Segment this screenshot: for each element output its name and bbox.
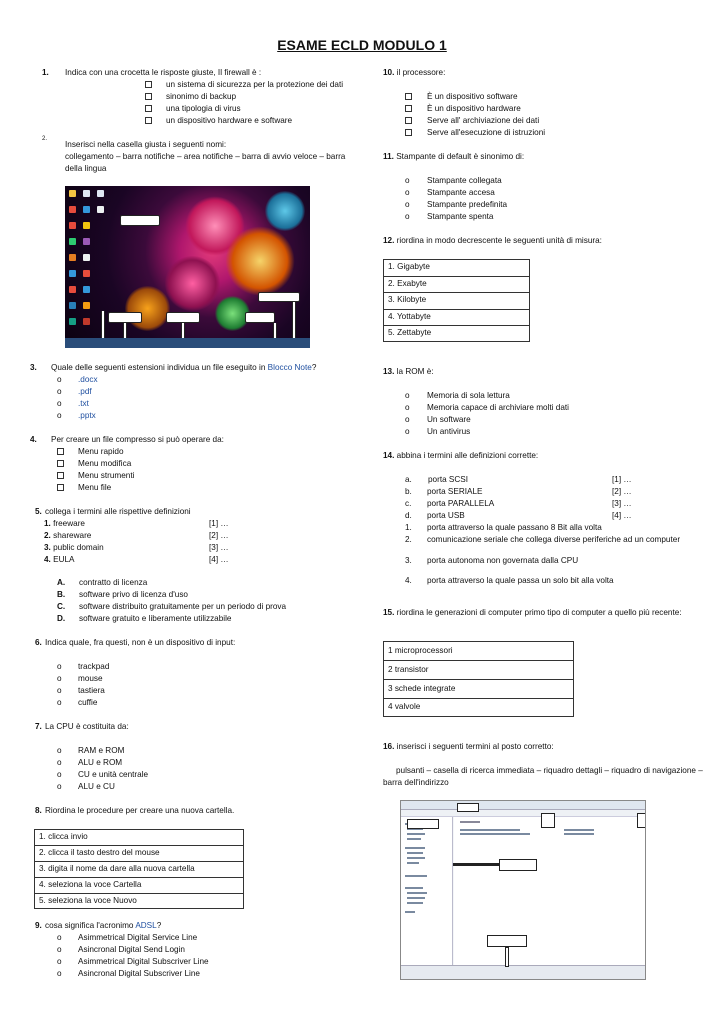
q8-number: 8. xyxy=(35,806,42,815)
q14-term: porta PARALLELA xyxy=(427,499,495,508)
q10-option: È un dispositivo hardware xyxy=(427,104,521,113)
q1-option-label: un dispositivo hardware e software xyxy=(166,116,293,125)
q1-option-label: un sistema di sicurezza per la protezione dei dati xyxy=(166,80,344,89)
q1-option[interactable] xyxy=(145,80,152,91)
answer-box[interactable] xyxy=(120,215,160,226)
q13-option: Un antivirus xyxy=(427,427,471,436)
q4-text: Per creare un file compresso si può operare da: xyxy=(51,435,224,444)
toolbar xyxy=(401,810,645,817)
q10-option: È un dispositivo software xyxy=(427,92,518,101)
q3-option: .pptx xyxy=(78,411,96,420)
q14-term: porta SCSI xyxy=(428,475,469,484)
radio-icon[interactable]: o xyxy=(57,782,62,791)
q5-slot[interactable]: [3] … xyxy=(209,543,229,552)
q1-text: Indica con una crocetta le risposte giuste, Il firewall è : xyxy=(65,68,262,77)
radio-icon[interactable]: o xyxy=(405,403,410,412)
q11-option: Stampante collegata xyxy=(427,176,502,185)
q12-table xyxy=(383,259,530,342)
answer-box[interactable] xyxy=(407,819,439,829)
q14-def-number: 2. xyxy=(405,535,412,544)
q8-table xyxy=(34,829,244,909)
q11-number: 11. Stampante di default è sinonimo di: xyxy=(383,152,525,161)
checkbox-icon[interactable] xyxy=(145,81,152,88)
checkbox-icon[interactable] xyxy=(145,117,152,124)
q2-number: 2. xyxy=(42,136,48,142)
q14-slot[interactable]: [2] … xyxy=(612,487,632,496)
q14-term-letter: d. xyxy=(405,511,412,520)
q4-option: Menu file xyxy=(78,483,112,492)
q6-option: trackpad xyxy=(78,662,110,671)
q5-def-letter: A. xyxy=(57,578,66,587)
q5-def-letter: D. xyxy=(57,614,66,623)
q14-def: porta attraverso la quale passano 8 Bit alla volta xyxy=(427,523,602,532)
answer-box[interactable] xyxy=(108,312,142,323)
q9-text: cosa significa l'acronimo ADSL? xyxy=(45,921,162,930)
table-row[interactable]: 1 microprocessori xyxy=(384,642,573,661)
table-row[interactable]: 4 valvole xyxy=(388,702,421,712)
q15-table xyxy=(383,641,574,717)
q5-def-letter: C. xyxy=(57,602,66,611)
q4-number: 4. xyxy=(30,435,37,444)
table-row[interactable]: 3. digita il nome da dare alla nuova cartella xyxy=(35,862,243,878)
q6-option: cuffie xyxy=(78,698,98,707)
q4-option: Menu rapido xyxy=(78,447,124,456)
q7-option: ALU e ROM xyxy=(78,758,123,767)
q14-slot[interactable]: [3] … xyxy=(612,499,632,508)
q7-option: ALU e CU xyxy=(78,782,115,791)
q5-slot[interactable]: [1] … xyxy=(209,519,229,528)
q14-def-number: 3. xyxy=(405,556,412,565)
q14-def-number: 1. xyxy=(405,523,412,532)
file-list xyxy=(454,817,645,967)
q14-def: porta autonoma non governata dalla CPU xyxy=(427,556,579,565)
radio-icon[interactable]: o xyxy=(405,415,410,424)
q5-def: software gratuito e liberamente utilizzabile xyxy=(79,614,232,623)
checkbox-icon[interactable] xyxy=(57,447,64,458)
q2-line3: della lingua xyxy=(65,164,107,173)
q1-option[interactable] xyxy=(145,92,152,103)
q5-term: 2. shareware xyxy=(44,531,92,540)
q9-option: Asincronal Digital Send Login xyxy=(78,945,185,954)
radio-icon[interactable]: o xyxy=(57,674,62,683)
checkbox-icon[interactable] xyxy=(57,459,64,470)
explorer-screenshot xyxy=(400,800,646,980)
table-row[interactable]: 1. clicca invio xyxy=(35,830,243,846)
radio-icon[interactable]: o xyxy=(57,698,62,707)
q5-number: 5. xyxy=(35,507,42,516)
table-row[interactable]: 1. Gigabyte xyxy=(384,260,529,277)
table-row[interactable]: 5. seleziona la voce Nuovo xyxy=(39,896,137,906)
radio-icon[interactable]: o xyxy=(405,200,410,209)
radio-icon[interactable]: o xyxy=(57,746,62,755)
q1-number: 1. xyxy=(42,68,49,77)
q14-term: porta SERIALE xyxy=(427,487,483,496)
answer-box[interactable] xyxy=(499,859,537,871)
q10-option: Serve all'esecuzione di istruzioni xyxy=(427,128,546,137)
table-row[interactable]: 5. Zettabyte xyxy=(388,328,432,338)
radio-icon[interactable]: o xyxy=(57,933,62,942)
answer-box[interactable] xyxy=(166,312,200,323)
q5-def: software distribuito gratuitamente per un periodo di prova xyxy=(79,602,287,611)
radio-icon[interactable]: o xyxy=(57,758,62,767)
radio-icon[interactable]: o xyxy=(57,411,62,420)
q14-term: porta USB xyxy=(427,511,465,520)
q5-def: software privo di licenza d'uso xyxy=(79,590,188,599)
checkbox-icon[interactable] xyxy=(405,128,412,139)
radio-icon[interactable]: o xyxy=(405,188,410,197)
radio-icon[interactable]: o xyxy=(57,957,62,966)
checkbox-icon[interactable] xyxy=(145,93,152,100)
q7-option: RAM e ROM xyxy=(78,746,125,755)
answer-box[interactable] xyxy=(245,312,275,323)
radio-icon[interactable]: o xyxy=(405,176,410,185)
q14-term-letter: b. xyxy=(405,487,412,496)
q16-number: 16. inserisci i seguenti termini al posto corretto: xyxy=(383,742,554,751)
q14-term-letter: c. xyxy=(405,499,412,508)
answer-box[interactable] xyxy=(457,803,479,812)
q1-option-label: sinonimo di backup xyxy=(166,92,237,101)
q14-term-letter: a. xyxy=(405,475,412,484)
q15-number: 15. riordina le generazioni di computer primo tipo di computer a quello più recente: xyxy=(383,608,682,617)
taskbar xyxy=(65,338,310,348)
radio-icon[interactable]: o xyxy=(57,770,62,779)
q10-option: Serve all' archiviazione dei dati xyxy=(427,116,540,125)
q5-text: collega i termini alle rispettive definizioni xyxy=(45,507,191,516)
checkbox-icon[interactable] xyxy=(405,92,412,103)
radio-icon[interactable]: o xyxy=(57,662,62,671)
q14-slot[interactable]: [1] … xyxy=(612,475,632,484)
radio-icon[interactable]: o xyxy=(57,399,62,408)
desktop-screenshot xyxy=(65,186,310,348)
table-row[interactable]: 4. Yottabyte xyxy=(384,310,529,327)
q16-line1: pulsanti – casella di ricerca immediata – riquadro dettagli – riquadro di navigazione – xyxy=(396,766,703,775)
q3-option: .txt xyxy=(78,399,89,408)
q4-option: Menu modifica xyxy=(78,459,132,468)
q1-option[interactable] xyxy=(145,104,152,115)
radio-icon[interactable]: o xyxy=(405,212,410,221)
q7-option: CU e unità centrale xyxy=(78,770,149,779)
page-title: ESAME ECLD MODULO 1 xyxy=(277,37,447,53)
q5-slot[interactable]: [2] … xyxy=(209,531,229,540)
q9-number: 9. xyxy=(35,921,42,930)
table-row[interactable]: 2 transistor xyxy=(384,661,573,680)
q5-slot[interactable]: [4] … xyxy=(209,555,229,564)
q3-text: Quale delle seguenti estensioni individua un file eseguito in Blocco Note? xyxy=(51,363,317,372)
checkbox-icon[interactable] xyxy=(405,116,412,127)
q14-def: comunicazione seriale che collega diverse periferiche ad un computer xyxy=(427,535,681,544)
checkbox-icon[interactable] xyxy=(57,471,64,482)
q9-option: Asimmetrical Digital Service Line xyxy=(78,933,198,942)
address-bar xyxy=(401,801,645,810)
q14-def-number: 4. xyxy=(405,576,412,585)
q5-term: 4. EULA xyxy=(44,555,75,564)
table-row[interactable]: 3 schede integrate xyxy=(384,680,573,699)
q9-option: Asincronal Digital Subscriver Line xyxy=(78,969,200,978)
checkbox-icon[interactable] xyxy=(145,105,152,112)
q16-line2: barra dell'indirizzo xyxy=(383,778,449,787)
checkbox-icon[interactable] xyxy=(405,104,412,115)
q6-option: tastiera xyxy=(78,686,105,695)
q12-number: 12. riordina in modo decrescente le seguenti unità di misura: xyxy=(383,236,602,245)
q10-number: 10. il processore: xyxy=(383,68,446,77)
q11-option: Stampante predefinita xyxy=(427,200,508,209)
q8-text: Riordina le procedure per creare una nuova cartella. xyxy=(45,806,235,815)
radio-icon[interactable]: o xyxy=(57,969,62,978)
answer-box[interactable] xyxy=(258,292,300,302)
q5-term: 1. freeware xyxy=(44,519,85,528)
table-row[interactable]: 2. Exabyte xyxy=(384,277,529,294)
q2-line2: collegamento – barra notifiche – area notifiche – barra di avvio veloce – barra xyxy=(65,152,346,161)
radio-icon[interactable]: o xyxy=(57,387,62,396)
checkbox-icon[interactable] xyxy=(57,483,64,494)
q6-option: mouse xyxy=(78,674,103,683)
q13-option: Memoria capace di archiviare molti dati xyxy=(427,403,569,412)
q6-text: Indica quale, fra questi, non è un dispositivo di input: xyxy=(45,638,236,647)
q3-option: .pdf xyxy=(78,387,92,396)
q14-slot[interactable]: [4] … xyxy=(612,511,632,520)
answer-box[interactable] xyxy=(541,813,555,828)
q9-option: Asimmetrical Digital Subscriver Line xyxy=(78,957,209,966)
table-row[interactable]: 2. clicca il tasto destro del mouse xyxy=(35,846,243,862)
radio-icon[interactable]: o xyxy=(57,375,62,384)
q6-number: 6. xyxy=(35,638,42,647)
answer-box[interactable] xyxy=(637,813,646,828)
q13-option: Un software xyxy=(427,415,471,424)
q7-text: La CPU è costituita da: xyxy=(45,722,129,731)
q2-line1: Inserisci nella casella giusta i seguenti nomi: xyxy=(65,140,227,149)
q11-option: Stampante spenta xyxy=(427,212,494,221)
radio-icon[interactable]: o xyxy=(57,945,62,954)
q14-def: porta attraverso la quale passa un solo bit alla volta xyxy=(427,576,614,585)
answer-box[interactable] xyxy=(487,935,527,947)
q5-term: 3. public domain xyxy=(44,543,104,552)
table-row[interactable]: 3. Kilobyte xyxy=(384,293,529,310)
q4-option: Menu strumenti xyxy=(78,471,135,480)
q11-option: Stampante accesa xyxy=(427,188,495,197)
q13-option: Memoria di sola lettura xyxy=(427,391,510,400)
q5-def-letter: B. xyxy=(57,590,66,599)
q1-option-label: una tipologia di virus xyxy=(166,104,241,113)
radio-icon[interactable]: o xyxy=(405,391,410,400)
q7-number: 7. xyxy=(35,722,42,731)
q3-option: .docx xyxy=(78,375,98,384)
q13-number: 13. la ROM è: xyxy=(383,367,434,376)
q3-number: 3. xyxy=(30,363,37,372)
q14-number: 14. abbina i termini alle definizioni corrette: xyxy=(383,451,539,460)
navigation-pane xyxy=(401,817,453,967)
table-row[interactable]: 4. seleziona la voce Cartella xyxy=(35,878,243,894)
q1-option[interactable] xyxy=(145,116,152,127)
radio-icon[interactable]: o xyxy=(405,427,410,436)
details-pane xyxy=(401,965,645,979)
radio-icon[interactable]: o xyxy=(57,686,62,695)
q5-def: contratto di licenza xyxy=(79,578,148,587)
